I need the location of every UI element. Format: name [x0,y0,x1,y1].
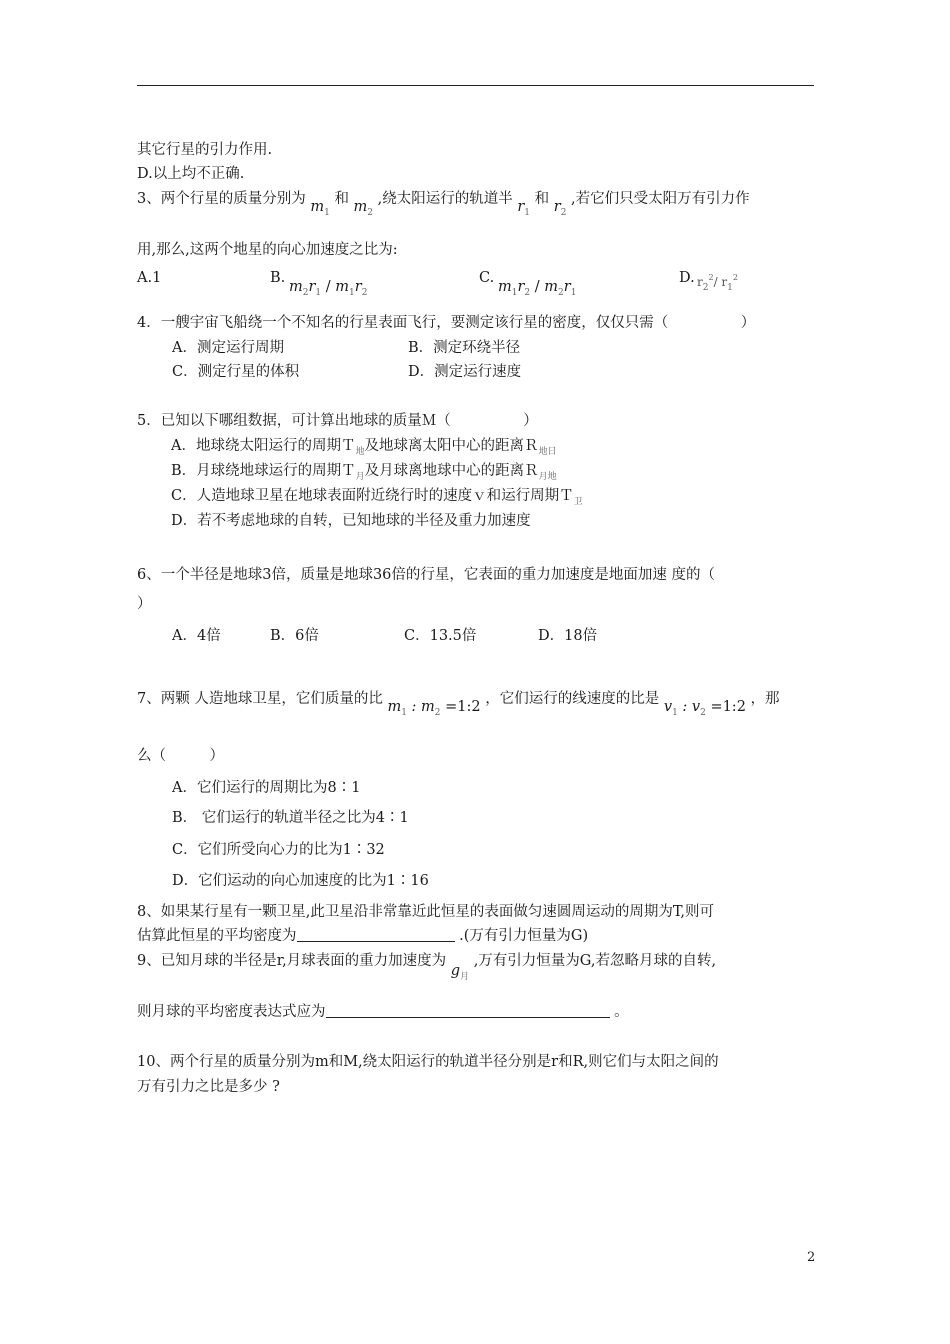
q3-m1: $m_1$ [310,199,330,218]
q2-option-c-continued: 其它行星的引力作用. [137,142,273,158]
q5-option-a: A．地球绕太阳运行的周期Ｔ$_地$及地球离太阳中心的距离Ｒ$_{地日}$ [171,438,557,457]
q4-option-c: C．测定行星的体积 [172,364,300,380]
q3-option-a: A.1 [137,270,162,286]
q5-stem: 5．已知以下哪组数据，可计算出地球的质量Ｍ（ ） [137,413,538,429]
q9-stem-line2: 则月球的平均密度表达式应为 。 [137,1004,629,1020]
q3-r2: $r_2$ [553,199,567,218]
q7-option-b: B． 它们运行的轨道半径之比为4∶1 [172,810,409,826]
page-number: 2 [807,1250,816,1265]
q8-answer-blank[interactable] [297,927,455,942]
q10-stem-line2: 万有引力之比是多少 ? [137,1079,280,1095]
q6-stem-line2: ） [137,596,152,612]
q3-r1: $r_1$ [517,199,531,218]
q9-g-moon: $g_月$ [450,963,470,982]
q3-option-d-formula: $r_2^2/$ $r_1^2$ [697,273,738,293]
q4-option-a: A．测定运行周期 [172,340,284,356]
q5-option-d: D．若不考虑地球的自转，已知地球的半径及重力加速度 [171,513,531,529]
q3-stem-line2: 用,那么,这两个地星的向心加速度之比为: [137,242,398,258]
q6-option-b: B．6倍 [270,628,319,644]
q9-stem-line1: 9、已知月球的半径是r,月球表面的重力加速度为 $g_月$ ,万有引力恒量为G,若忽略月球的自转, [137,951,716,977]
q3-m2: $m_2$ [353,199,374,218]
q7-velocity-ratio: $v_1$ : $v_2$ =1:2 [663,699,746,718]
q10-stem-line1: 10、两个行星的质量分别为m和M,绕太阳运行的轨道半径分别是r和R,则它们与太阳之间的 [137,1054,719,1070]
q7-mass-ratio: $m_1$ : $m_2$ =1:2 [387,699,481,718]
q2-option-d: D.以上均不正确. [137,166,245,182]
q6-option-d: D．18倍 [538,628,598,644]
q7-option-c: C．它们所受向心力的比为1∶32 [172,842,385,858]
q7-option-a: A．它们运行的周期比为8∶1 [172,780,361,796]
q3-option-c-formula: $m_1r_2 / m_2r_1$ [498,279,577,298]
header-rule [137,85,814,86]
q6-option-a: A．4倍 [172,628,221,644]
q6-stem-line1: 6、一个半径是地球3倍，质量是地球36倍的行星，它表面的重力加速度是地面加速 度的（ [137,567,716,583]
q8-stem-line1: 8、如果某行星有一颗卫星,此卫星沿非常靠近此恒星的表面做匀速圆周运动的周期为T,则可 [137,904,714,920]
q7-stem-line1: 7、两颗 人造地球卫星，它们质量的比 $m_1$ : $m_2$ =1:2 ，它们运行的线速度的比是 $v_1$ : $v_2$ =1:2 ，那 [137,689,780,715]
q7-stem-line2: 么（ ） [137,748,224,764]
q8-stem-line2: 估算此恒星的平均密度为 .(万有引力恒量为G) [137,928,589,944]
q3-option-d-label: D. [679,270,695,286]
q4-option-b: B．测定环绕半径 [408,340,521,356]
q5-option-c: C．人造地球卫星在地球表面附近绕行时的速度ｖ和运行周期Ｔ$_卫$ [171,488,583,507]
q6-option-c: C．13.5倍 [404,628,477,644]
q9-answer-blank[interactable] [326,1003,610,1018]
q3-option-c-label: C. [479,270,495,286]
q4-option-d: D．测定运行速度 [408,364,522,380]
q3-stem-line1: 3、两个行星的质量分别为 $m_1$ 和 $m_2$ ,绕太阳运行的轨道半 $r_1$ 和 $r_2$ ,若它们只受太阳万有引力作 [137,189,750,215]
q3-option-b-label: B. [270,270,286,286]
q5-option-b: B．月球绕地球运行的周期Ｔ$_月$及月球离地球中心的距离Ｒ$_{月地}$ [171,463,557,482]
q7-option-d: D．它们运动的向心加速度的比为1∶16 [172,873,429,889]
q3-option-b-formula: $m_2r_1 / m_1r_2$ [289,279,368,298]
q4-stem: 4．一艘宇宙飞船绕一个不知名的行星表面飞行，要测定该行星的密度，仅仅只需（ ） [137,315,756,331]
